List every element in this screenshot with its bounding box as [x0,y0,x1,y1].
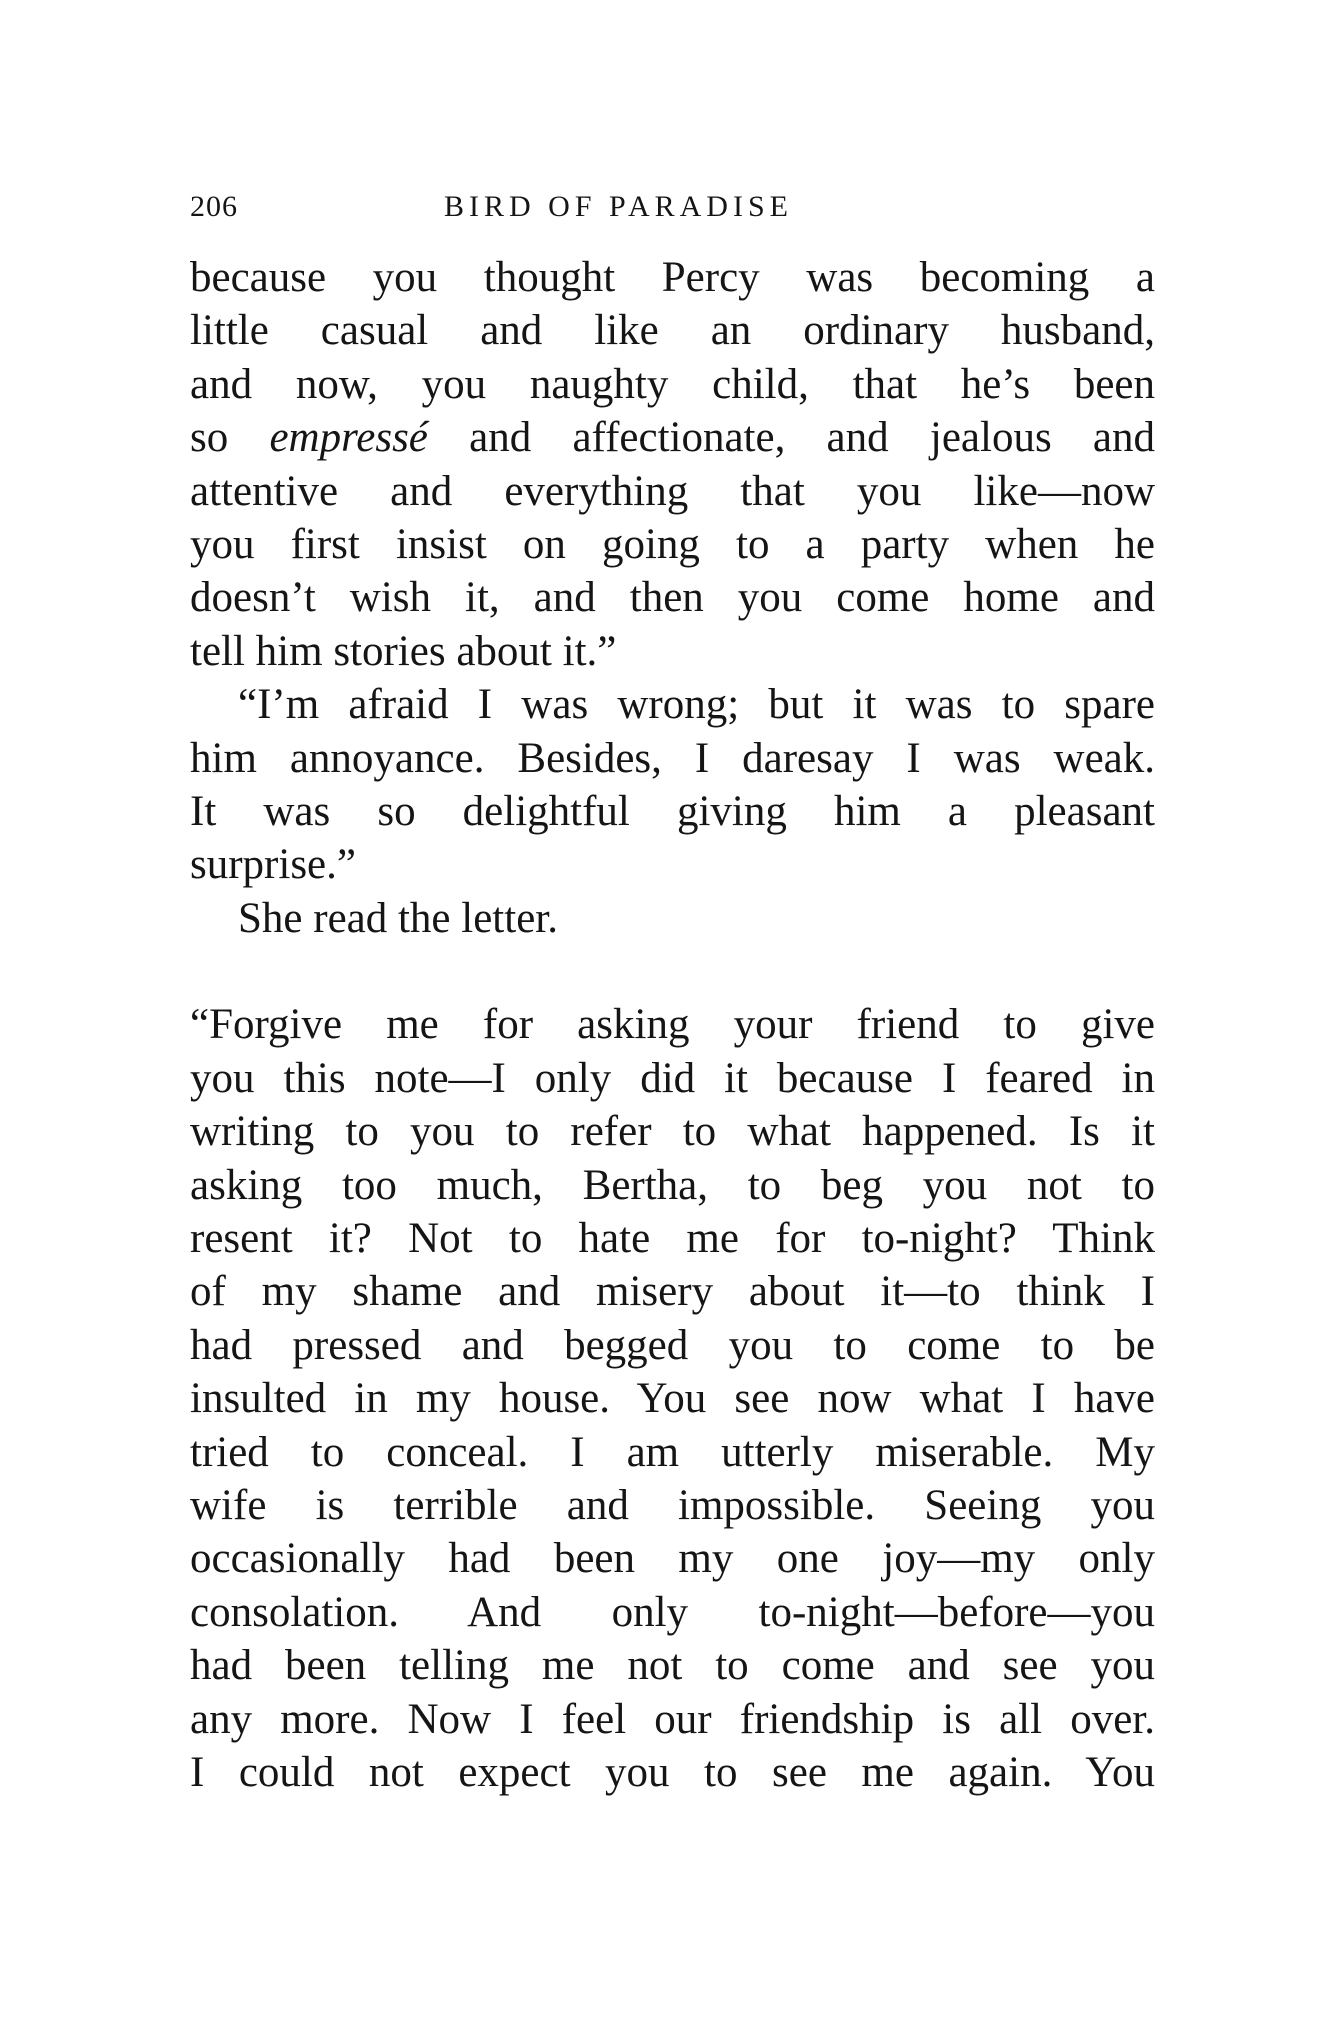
text-line: had pressed and begged you to come to be [190,1321,1155,1369]
running-title: BIRD OF PARADISE [444,190,793,223]
text-line: of my shame and misery about it—to think I [190,1268,1155,1316]
text-line: It was so delightful giving him a pleasant [190,787,1155,835]
text-line: surprise.” [190,841,356,889]
text-line: doesn’t wish it, and then you come home and [190,574,1155,622]
italic-word: empressé [269,414,428,462]
page-number: 206 [190,190,238,223]
text-run: so [190,414,270,462]
text-line: tried to conceal. I am utterly miserable. My [190,1428,1155,1476]
text-run: and affectionate, and jealous and [427,414,1155,462]
text-line: writing to you to refer to what happened. Is it [190,1108,1155,1156]
text-line: attentive and everything that you like—now [190,467,1155,515]
text-line: occasionally had been my one joy—my only [190,1535,1155,1583]
text-line: insulted in my house. You see now what I have [190,1375,1155,1423]
text-line: asking too much, Bertha, to beg you not to [190,1161,1155,1209]
text-line: She read the letter. [238,894,558,942]
text-line: you this note—I only did it because I feared in [190,1054,1155,1102]
text-line: any more. Now I feel our friendship is all over. [190,1695,1155,1743]
page-header [190,190,890,234]
text-line: tell him stories about it.” [190,627,617,675]
text-line [190,411,1155,464]
section-gap [190,945,1155,998]
text-line: wife is terrible and impossible. Seeing you [190,1481,1155,1529]
text-line: because you thought Percy was becoming a [190,254,1155,301]
text-line: little casual and like an ordinary husband, [190,307,1155,355]
text-line: had been telling me not to come and see you [190,1642,1155,1690]
text-line: consolation. And only to-night—before—you [190,1588,1155,1636]
text-line: resent it? Not to hate me for to-night? Think [190,1215,1155,1263]
text-line: you first insist on going to a party when he [190,520,1155,568]
body-text [190,251,1155,1799]
text-line: I could not expect you to see me again. You [190,1748,1155,1796]
text-line: and now, you naughty child, that he’s been [190,360,1155,408]
text-line: “I’m afraid I was wrong; but it was to spare [238,681,1155,729]
text-line: “Forgive me for asking your friend to give [190,1001,1155,1049]
text-line: him annoyance. Besides, I daresay I was weak. [190,734,1155,782]
